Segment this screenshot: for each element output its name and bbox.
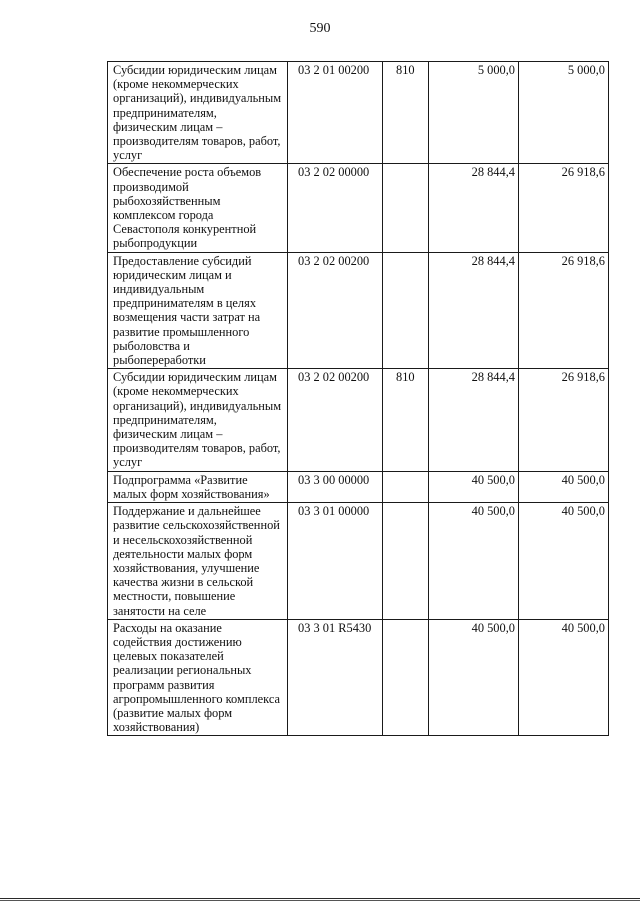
row-name-cell: Субсидии юридическим лицам (кроме некоммерческих организаций), индивидуальным предпринимателям, физическим лицам – производителям товаров, работ, услуг: [108, 369, 288, 471]
table-row: [108, 471, 609, 502]
table-row: [108, 62, 609, 164]
row-code-cell: 03 2 02 00200: [288, 252, 383, 369]
page-number: 590: [309, 21, 331, 36]
scan-edge-line: [0, 900, 640, 901]
table-row: [108, 369, 609, 471]
row-value2-cell: 40 500,0: [519, 503, 609, 620]
row-value2-cell: 40 500,0: [519, 471, 609, 502]
row-type-cell: [383, 503, 429, 620]
row-value1-cell: 40 500,0: [429, 503, 519, 620]
row-value2-cell: 26 918,6: [519, 252, 609, 369]
row-code-cell: 03 2 02 00200: [288, 369, 383, 471]
row-value1-cell: 28 844,4: [429, 252, 519, 369]
row-code-cell: 03 3 01 00000: [288, 503, 383, 620]
row-code-cell: 03 2 01 00200: [288, 62, 383, 164]
row-name-cell: Поддержание и дальнейшее развитие сельскохозяйственной и несельскохозяйственной деятельности малых форм хозяйствования, улучшение качества жизни в сельской местности, повышение занятости на селе: [108, 503, 288, 620]
row-code-cell: 03 3 01 R5430: [288, 619, 383, 736]
row-name-cell: Расходы на оказание содействия достижению целевых показателей реализации региональных программ развития агропромышленного комплекса (развитие малых форм хозяйствования): [108, 619, 288, 736]
row-value2-cell: 40 500,0: [519, 619, 609, 736]
row-type-cell: [383, 471, 429, 502]
budget-table: [107, 61, 609, 736]
row-type-cell: [383, 252, 429, 369]
row-value2-cell: 26 918,6: [519, 164, 609, 252]
scan-edge-line: [0, 898, 640, 899]
row-value1-cell: 5 000,0: [429, 62, 519, 164]
row-value1-cell: 28 844,4: [429, 369, 519, 471]
row-value1-cell: 28 844,4: [429, 164, 519, 252]
row-type-cell: 810: [383, 62, 429, 164]
row-name-cell: Обеспечение роста объемов производимой рыбохозяйственным комплексом города Севастополя конкурентной рыбопродукции: [108, 164, 288, 252]
row-value1-cell: 40 500,0: [429, 619, 519, 736]
row-type-cell: [383, 619, 429, 736]
row-name-cell: Субсидии юридическим лицам (кроме некоммерческих организаций), индивидуальным предпринимателям, физическим лицам – производителям товаров, работ, услуг: [108, 62, 288, 164]
row-type-cell: [383, 164, 429, 252]
row-value2-cell: 5 000,0: [519, 62, 609, 164]
table-row: [108, 164, 609, 252]
row-type-cell: 810: [383, 369, 429, 471]
table-row: [108, 619, 609, 736]
row-code-cell: 03 3 00 00000: [288, 471, 383, 502]
table-row: [108, 503, 609, 620]
row-value1-cell: 40 500,0: [429, 471, 519, 502]
row-code-cell: 03 2 02 00000: [288, 164, 383, 252]
row-value2-cell: 26 918,6: [519, 369, 609, 471]
table-row: [108, 252, 609, 369]
row-name-cell: Подпрограмма «Развитие малых форм хозяйствования»: [108, 471, 288, 502]
row-name-cell: Предоставление субсидий юридическим лицам и индивидуальным предпринимателям в целях возмещения части затрат на развитие промышленного рыболовства и рыбопереработки: [108, 252, 288, 369]
